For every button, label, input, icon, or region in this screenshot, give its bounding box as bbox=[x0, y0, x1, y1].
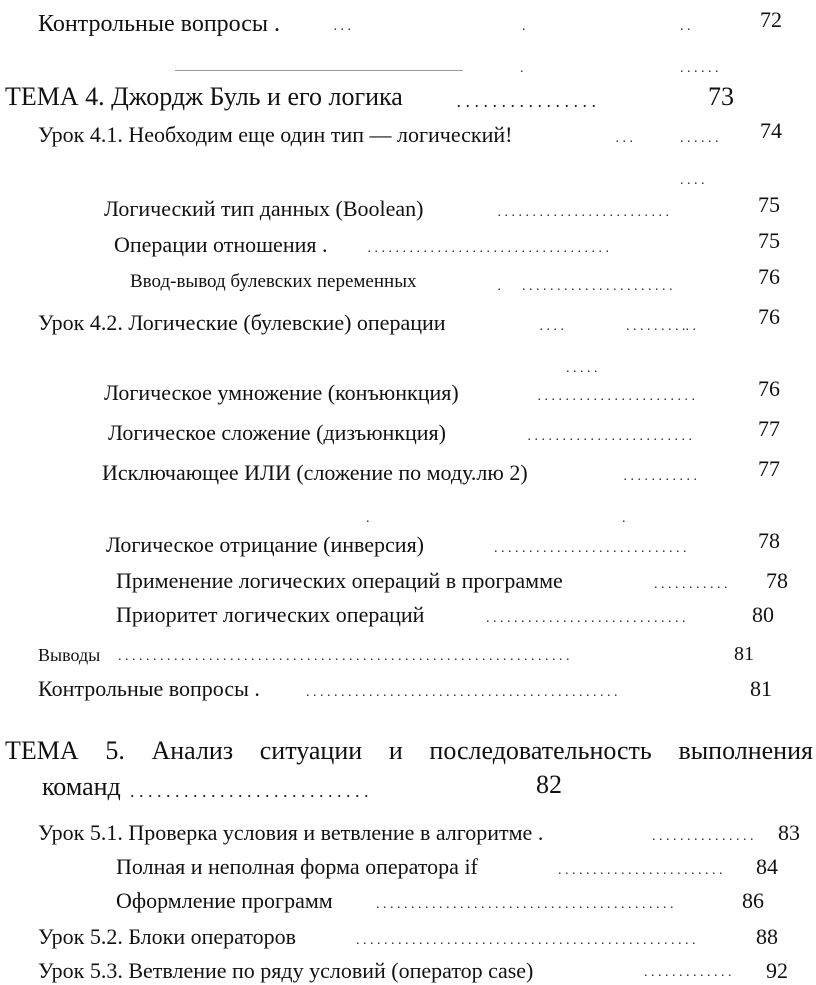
toc-title-topic-5-continued: команд bbox=[42, 772, 121, 801]
toc-title-control-questions-1: Контрольные вопросы . bbox=[38, 11, 281, 37]
toc-leader-dots: . . . bbox=[612, 131, 633, 146]
stray-dot: . bbox=[522, 19, 526, 34]
toc-page-number: 77 bbox=[758, 456, 780, 481]
separator-rule bbox=[175, 70, 463, 71]
toc-title-lesson-5-1: Урок 5.1. Проверка условия и ветвление в алгоритме . bbox=[38, 820, 544, 845]
toc-title-word: 5. bbox=[105, 736, 125, 765]
toc-title-ops-priority: Приоритет логических операций bbox=[116, 602, 425, 627]
toc-page-number: 83 bbox=[778, 820, 800, 845]
toc-leader-dots: . . . . . . . . . . . . . . . . bbox=[452, 91, 596, 111]
toc-title-lesson-5-3: Урок 5.3. Ветвление по ряду условий (оператор case) bbox=[38, 958, 534, 983]
toc-title-if-forms: Полная и неполная форма оператора if bbox=[116, 854, 478, 879]
stray-dot: . bbox=[366, 511, 370, 526]
toc-title-word: Анализ bbox=[151, 736, 234, 765]
toc-page-number: 75 bbox=[758, 228, 780, 253]
toc-leader-dots: . . . . . . bbox=[680, 131, 719, 146]
toc-title-control-questions-2: Контрольные вопросы . bbox=[38, 676, 260, 701]
toc-title-program-style: Оформление программ bbox=[116, 888, 333, 913]
toc-title-lesson-4-2: Урок 4.2. Логические (булевские) операции bbox=[38, 310, 446, 335]
toc-title-conjunction: Логическое умножение (конъюнкция) bbox=[104, 380, 459, 405]
toc-leader-dots: . . . . . . . . . . . bbox=[654, 577, 728, 592]
toc-page-number: 75 bbox=[758, 192, 780, 217]
toc-page-number: 84 bbox=[756, 854, 778, 879]
toc-page-number: 81 bbox=[734, 643, 754, 665]
toc-leader-dots: . . . . . . . . . . . . . . . . . . . . . . . . . . . . . . . . . . . . . . . . . . . . . . . . . bbox=[356, 933, 696, 948]
stray-dots: . . . . bbox=[680, 173, 705, 188]
stray-dots: . . . . . . bbox=[680, 61, 719, 76]
toc-title-boolean-io: Ввод-вывод булевских переменных bbox=[130, 271, 417, 292]
toc-page-number: 88 bbox=[756, 924, 778, 949]
toc-leader-dots: . . . . . . . . . . . . . . . . . . . . . . . . . bbox=[494, 205, 669, 220]
toc-title-lesson-4-1: Урок 4.1. Необходим еще один тип — логический! bbox=[38, 122, 513, 147]
toc-page-number: 74 bbox=[760, 118, 782, 143]
toc-leader-dots: . . . . . . . . . . . . . bbox=[644, 965, 732, 980]
toc-page-number: 77 bbox=[758, 416, 780, 441]
toc-leader-dots: . . . . . . . . . . . . . . . . . . . . . . . . . . . . . . . . . . . . . . . . . . . . . . . . . . . . . . . . . . . . . . . . . bbox=[118, 649, 570, 664]
toc-title-relational-ops: Операции отношения . bbox=[114, 232, 328, 257]
toc-leader-dots: . . . . . . . . .. . bbox=[626, 319, 696, 334]
toc-leader-dots: . . . . . . . . . . . . . . . . . . . . . . . . . . . bbox=[130, 781, 369, 801]
stray-dots: . . . . . bbox=[566, 361, 598, 376]
toc-leader-dots: . . . bbox=[330, 19, 351, 34]
toc-leader-dots: . . . . . . . . . . . . . . . . . . . . . . . . . . . . . . . . . . . bbox=[364, 241, 609, 256]
toc-page-number: 80 bbox=[752, 602, 774, 627]
toc-leader-dots: . . . . . . . . . . . . . . . . . . . . . . . . . . . . . . . . . . . . . . . . . . . . . bbox=[306, 685, 618, 700]
toc-page-number: 78 bbox=[766, 568, 788, 593]
toc-leader-dots: . . . . . . . . . . . . . . . . . . . . . . . . . . . . . . . . . . . . . . . . . . . bbox=[376, 897, 674, 912]
stray-dots: . . bbox=[680, 19, 691, 34]
toc-title-conclusions: Выводы bbox=[38, 645, 101, 665]
toc-page-number: 82 bbox=[536, 770, 562, 799]
toc-page-number: 72 bbox=[760, 7, 782, 32]
toc-leader-dots: . . . . . . . . . . . . . . . . . . . . . . . . . . . . bbox=[494, 541, 687, 556]
toc-title-word: ТЕМА bbox=[5, 736, 79, 765]
toc-title-topic-4: ТЕМА 4. Джордж Буль и его логика bbox=[5, 82, 403, 111]
toc-page-number: 81 bbox=[750, 676, 772, 701]
toc-title-word: и bbox=[388, 736, 403, 765]
toc-page-number: 76 bbox=[758, 304, 780, 329]
toc-title-applying-ops: Применение логических операций в программе bbox=[116, 568, 563, 593]
toc-title-word: ситуации bbox=[259, 736, 363, 765]
toc-page-number: 86 bbox=[742, 888, 764, 913]
toc-leader-dots: . bbox=[494, 279, 501, 294]
toc-title-boolean-type: Логический тип данных (Boolean) bbox=[104, 196, 424, 221]
toc-leader-dots: . . . . . . . . . . . . . . . . . . . . . . bbox=[522, 279, 673, 294]
toc-page-number: 73 bbox=[708, 82, 734, 111]
toc-leader-dots: . . . . . . . . . . . . . . . . . . . . . . . . bbox=[524, 429, 692, 444]
toc-leader-dots: . . . . . . . . . . . . . . . . . . . . . . . . bbox=[558, 863, 723, 878]
toc-leader-dots: . . . . . . . . . . . . . . . . . . . . . . . bbox=[534, 389, 695, 404]
stray-dot: . bbox=[520, 61, 524, 76]
toc-title-lesson-5-2: Урок 5.2. Блоки операторов bbox=[38, 924, 297, 949]
stray-dot: . bbox=[622, 511, 626, 526]
toc-title-disjunction: Логическое сложение (дизъюнкция) bbox=[108, 420, 446, 445]
toc-title-word: выполнения bbox=[678, 736, 813, 765]
toc-leader-dots: . . . . . . . . . . . . . . . bbox=[652, 829, 754, 844]
toc-leader-dots: . . . . . . . . . . . . . . . . . . . . . . . . . . . . . bbox=[486, 611, 686, 626]
toc-page-number: 78 bbox=[758, 528, 780, 553]
toc-title-topic-5 bbox=[5, 738, 813, 764]
toc-page-number: 76 bbox=[758, 264, 780, 289]
toc-page-number: 76 bbox=[758, 376, 780, 401]
toc-leader-dots: . . . . . . . . . . . bbox=[620, 469, 697, 484]
toc-page-number: 92 bbox=[766, 958, 788, 983]
toc-title-word: последовательность bbox=[429, 736, 652, 765]
toc-title-xor: Исключающее ИЛИ (сложение по моду.лю 2) bbox=[102, 460, 528, 485]
toc-leader-dots: . . . . bbox=[536, 319, 564, 334]
toc-title-negation: Логическое отрицание (инверсия) bbox=[106, 532, 425, 557]
